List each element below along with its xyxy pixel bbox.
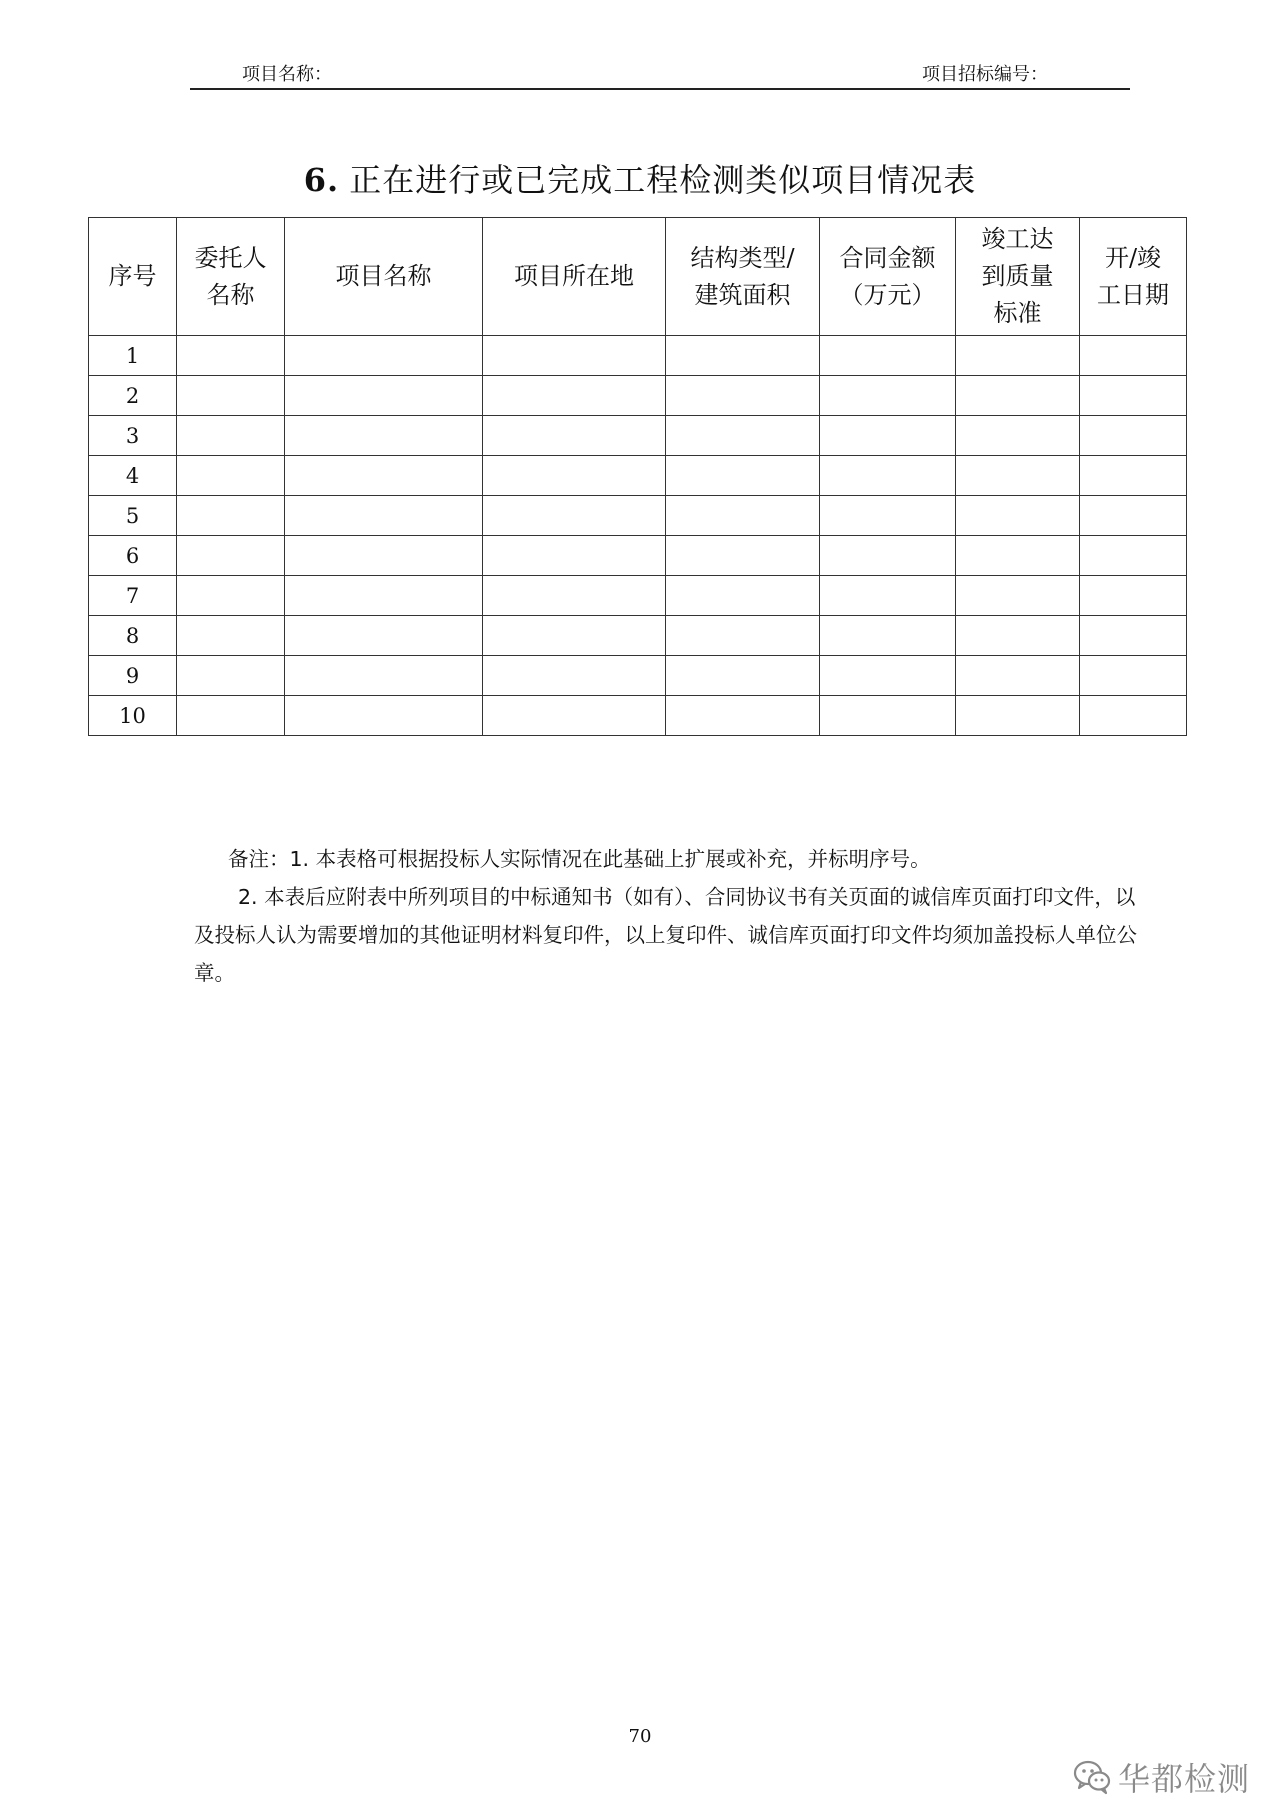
projects-table xyxy=(88,217,1187,736)
watermark xyxy=(1070,1752,1270,1800)
column-header-line: 竣工达 xyxy=(981,225,1054,253)
column-header-line: 标准 xyxy=(993,299,1042,327)
empty-cell xyxy=(1080,456,1187,496)
empty-cell xyxy=(820,656,956,696)
table-row xyxy=(89,576,1187,616)
empty-cell xyxy=(956,696,1080,736)
column-header-line: 名称 xyxy=(206,280,255,309)
table-header-row xyxy=(89,218,1187,336)
empty-cell xyxy=(666,656,820,696)
empty-cell xyxy=(285,456,483,496)
empty-cell xyxy=(666,696,820,736)
empty-cell xyxy=(820,336,956,376)
page-number: 70 xyxy=(628,1726,652,1747)
note-1: 备注：1. 本表格可根据投标人实际情况在此基础上扩展或补充，并标明序号。 xyxy=(228,847,931,871)
column-header-line: 建筑面积 xyxy=(694,280,791,309)
empty-cell xyxy=(956,536,1080,576)
table-row xyxy=(89,536,1187,576)
column-header-line: 到质量 xyxy=(981,262,1054,290)
empty-cell xyxy=(1080,656,1187,696)
table-body xyxy=(89,336,1187,736)
empty-cell xyxy=(666,576,820,616)
empty-cell xyxy=(956,656,1080,696)
column-header-line: 项目名称 xyxy=(335,262,432,290)
empty-cell xyxy=(483,616,666,656)
empty-cell xyxy=(1080,336,1187,376)
empty-cell xyxy=(1080,376,1187,416)
column-header xyxy=(177,218,285,336)
empty-cell xyxy=(820,616,956,656)
column-header-line: （万元） xyxy=(839,280,936,309)
empty-cell xyxy=(820,696,956,736)
table-row xyxy=(89,656,1187,696)
empty-cell xyxy=(666,416,820,456)
empty-cell xyxy=(820,496,956,536)
column-header xyxy=(285,218,483,336)
empty-cell xyxy=(956,576,1080,616)
empty-cell xyxy=(285,336,483,376)
column-header xyxy=(1080,218,1187,336)
note-2: 2. 本表后应附表中所列项目的中标通知书（如有）、合同协议书有关页面的诚信库页面打印文件，以及投标人认为需要增加的其他证明材料复印件，以上复印件、诚信库页面打印文件均须加盖投标人单位公章。 xyxy=(194,885,1137,985)
row-number-cell: 3 xyxy=(89,416,177,456)
empty-cell xyxy=(666,496,820,536)
column-header-line: 序号 xyxy=(108,262,157,290)
empty-cell xyxy=(666,456,820,496)
page-title xyxy=(0,155,1280,201)
row-number-cell: 4 xyxy=(89,456,177,496)
empty-cell xyxy=(1080,576,1187,616)
empty-cell xyxy=(177,496,285,536)
column-header xyxy=(956,218,1080,336)
empty-cell xyxy=(666,336,820,376)
empty-cell xyxy=(483,336,666,376)
row-number-cell: 10 xyxy=(89,696,177,736)
table-row xyxy=(89,376,1187,416)
empty-cell xyxy=(1080,616,1187,656)
empty-cell xyxy=(177,576,285,616)
empty-cell xyxy=(177,336,285,376)
column-header-line: 项目所在地 xyxy=(514,262,634,290)
empty-cell xyxy=(820,536,956,576)
empty-cell xyxy=(956,456,1080,496)
empty-cell xyxy=(285,376,483,416)
project-name-label: 项目名称： xyxy=(242,64,332,85)
empty-cell xyxy=(177,376,285,416)
wechat-icon xyxy=(1072,1756,1112,1796)
table-row xyxy=(89,496,1187,536)
row-number-cell: 1 xyxy=(89,336,177,376)
empty-cell xyxy=(483,656,666,696)
row-number-cell: 9 xyxy=(89,656,177,696)
empty-cell xyxy=(483,416,666,456)
table-row xyxy=(89,616,1187,656)
column-header-line: 工日期 xyxy=(1097,280,1169,309)
empty-cell xyxy=(285,696,483,736)
empty-cell xyxy=(177,696,285,736)
table-row xyxy=(89,416,1187,456)
column-header-line: 开/竣 xyxy=(1104,243,1162,272)
empty-cell xyxy=(483,456,666,496)
column-header-line: 合同金额 xyxy=(839,243,936,272)
empty-cell xyxy=(956,376,1080,416)
empty-cell xyxy=(1080,696,1187,736)
empty-cell xyxy=(177,416,285,456)
row-number-cell: 6 xyxy=(89,536,177,576)
column-header-line: 委托人 xyxy=(194,243,267,272)
empty-cell xyxy=(483,536,666,576)
empty-cell xyxy=(666,536,820,576)
empty-cell xyxy=(285,656,483,696)
empty-cell xyxy=(285,616,483,656)
row-number-cell: 5 xyxy=(89,496,177,536)
column-header xyxy=(666,218,820,336)
empty-cell xyxy=(177,536,285,576)
empty-cell xyxy=(820,376,956,416)
notes-section xyxy=(194,840,1140,992)
column-header xyxy=(483,218,666,336)
empty-cell xyxy=(1080,536,1187,576)
page-header xyxy=(190,58,1130,90)
row-number-cell: 7 xyxy=(89,576,177,616)
empty-cell xyxy=(285,576,483,616)
empty-cell xyxy=(820,416,956,456)
empty-cell xyxy=(483,576,666,616)
empty-cell xyxy=(177,656,285,696)
row-number-cell: 8 xyxy=(89,616,177,656)
table-row xyxy=(89,456,1187,496)
empty-cell xyxy=(483,376,666,416)
empty-cell xyxy=(285,496,483,536)
column-header xyxy=(820,218,956,336)
empty-cell xyxy=(666,616,820,656)
title-number: 6. xyxy=(303,161,340,199)
empty-cell xyxy=(1080,416,1187,456)
row-number-cell: 2 xyxy=(89,376,177,416)
empty-cell xyxy=(820,576,956,616)
column-header-line: 结构类型/ xyxy=(690,243,795,272)
tender-number-label: 项目招标编号： xyxy=(922,64,1048,85)
empty-cell xyxy=(285,416,483,456)
empty-cell xyxy=(956,416,1080,456)
empty-cell xyxy=(177,616,285,656)
table-row xyxy=(89,336,1187,376)
empty-cell xyxy=(956,496,1080,536)
empty-cell xyxy=(483,496,666,536)
title-text: 正在进行或已完成工程检测类似项目情况表 xyxy=(349,161,977,199)
empty-cell xyxy=(1080,496,1187,536)
column-header xyxy=(89,218,177,336)
empty-cell xyxy=(956,616,1080,656)
empty-cell xyxy=(483,696,666,736)
empty-cell xyxy=(177,456,285,496)
table-row xyxy=(89,696,1187,736)
watermark-text: 华都检测 xyxy=(1118,1760,1251,1798)
empty-cell xyxy=(820,456,956,496)
empty-cell xyxy=(956,336,1080,376)
empty-cell xyxy=(285,536,483,576)
empty-cell xyxy=(666,376,820,416)
